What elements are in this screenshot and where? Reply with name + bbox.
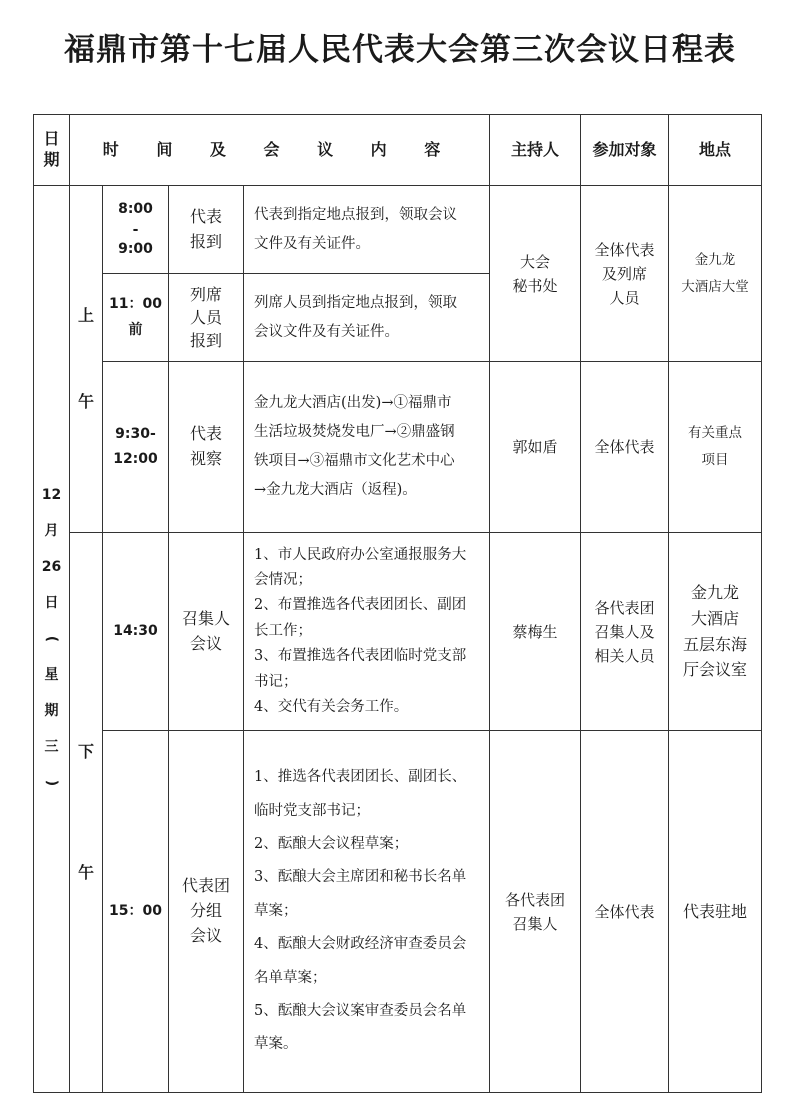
row-time: 11：00 前 [103,274,169,362]
row-time: 14:30 [103,533,169,731]
row-item: 代表 报到 [169,186,244,274]
row-host: 郭如盾 [490,362,581,533]
header-attendees: 参加对象 [581,115,669,186]
row-content: 代表到指定地点报到，领取会议 文件及有关证件。 [244,186,490,274]
header-content: 时 间 及 会 议 内 容 [70,115,490,186]
row-host: 各代表团 召集人 [490,731,581,1093]
date-cell: 12 月 26 日 ( 星 期 三 ) [34,186,70,1093]
page-title: 福鼎市第十七届人民代表大会第三次会议日程表 [64,32,736,68]
period-morning: 上 午 [70,186,103,533]
period-afternoon: 下 午 [70,533,103,1093]
row-time: 9:30- 12:00 [103,362,169,533]
row-location: 代表驻地 [669,731,762,1093]
header-host: 主持人 [490,115,581,186]
row-host: 蔡梅生 [490,533,581,731]
header-location: 地点 [669,115,762,186]
morning-attendees: 全体代表 及列席 人员 [581,186,669,362]
row-time: 8:00 - 9:00 [103,186,169,274]
row-content: 列席人员到指定地点报到，领取 会议文件及有关证件。 [244,274,490,362]
table-row [34,186,762,274]
header-row [34,115,762,186]
row-location: 金九龙 大酒店 五层东海 厅会议室 [669,533,762,731]
row-attendees: 全体代表 [581,731,669,1093]
table-row [34,731,762,1093]
table-row [34,362,762,533]
row-attendees: 各代表团 召集人及 相关人员 [581,533,669,731]
morning-host: 大会 秘书处 [490,186,581,362]
morning-location: 金九龙 大酒店大堂 [669,186,762,362]
row-time: 15：00 [103,731,169,1093]
row-location: 有关重点 项目 [669,362,762,533]
row-content: 1、推选各代表团团长、副团长、 临时党支部书记； 2、酝酿大会议程草案； 3、酝酿大会主席团和秘书长名单 草案； 4、酝酿大会财政经济审查委员会 名单草案； 5、酝酿大会议案审查委员会名单 草案。 [244,731,490,1093]
header-date: 日期 [34,115,70,186]
row-item: 列席 人员 报到 [169,274,244,362]
row-item: 召集人 会议 [169,533,244,731]
schedule-table [33,114,762,1093]
row-item: 代表团 分组 会议 [169,731,244,1093]
row-content: 1、市人民政府办公室通报服务大 会情况； 2、布置推选各代表团团长、副团 长工作； 3、布置推选各代表团临时党支部 书记； 4、交代有关会务工作。 [244,533,490,731]
row-item: 代表 视察 [169,362,244,533]
row-attendees: 全体代表 [581,362,669,533]
table-row [34,533,762,731]
row-content: 金九龙大酒店(出发)→①福鼎市 生活垃圾焚烧发电厂→②鼎盛钢 铁项目→③福鼎市文化艺术中心 →金九龙大酒店（返程)。 [244,362,490,533]
